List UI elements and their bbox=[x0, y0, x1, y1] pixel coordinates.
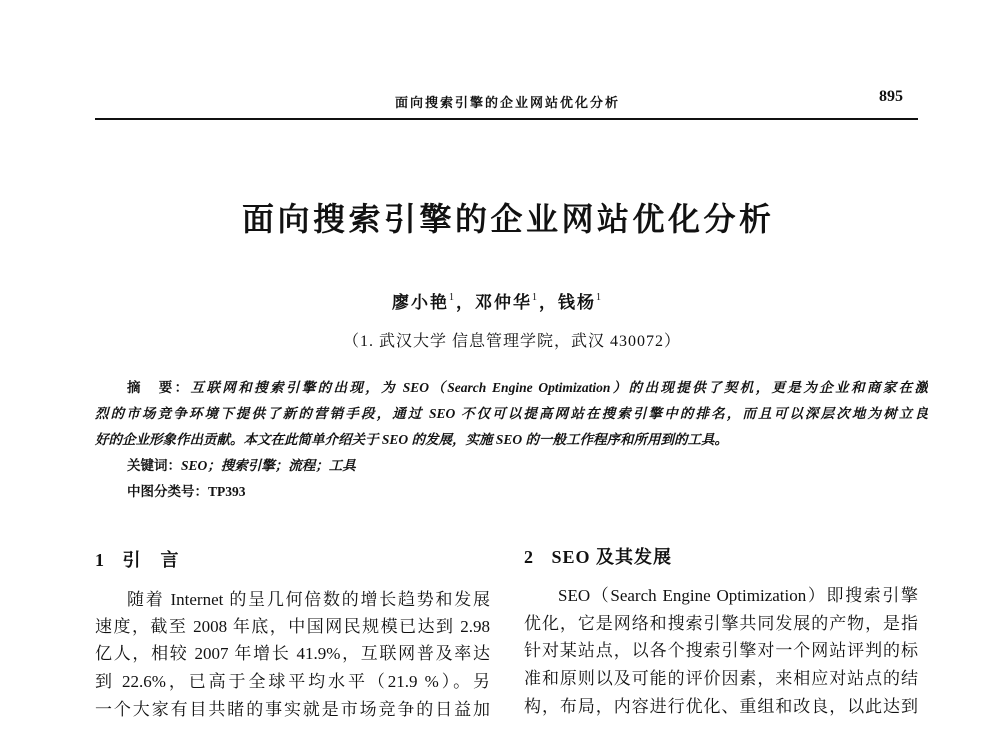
running-title: 面向搜索引擎的企业网站优化分析 bbox=[395, 95, 621, 110]
section-heading bbox=[524, 543, 672, 569]
page-number: 895 bbox=[879, 88, 903, 105]
body-line: 亿人，相较 2007 年增长 41.9%，互联网普及率达 bbox=[95, 644, 490, 663]
abstract-label: 摘 要： bbox=[127, 380, 191, 395]
body-line: SEO（Search Engine Optimization）即搜索引擎 bbox=[558, 586, 918, 605]
body-line: 速度，截至 2008 年底，中国网民规模已达到 2.98 bbox=[95, 617, 490, 636]
section-title: 引 言 bbox=[122, 550, 180, 570]
affiliation: （1. 武汉大学 信息管理学院，武汉 430072） bbox=[343, 333, 682, 350]
author-affiliation-mark: 1 bbox=[449, 292, 456, 303]
section-number: 1 bbox=[95, 550, 105, 570]
author-name: 廖小艳 bbox=[392, 293, 449, 312]
body-line: 优化，它是网络和搜索引擎共同发展的产物，是指 bbox=[524, 614, 918, 633]
body-line: 准和原则以及可能的评价因素，来相应对站点的结 bbox=[524, 669, 918, 688]
body-line: 随着 Internet 的呈几何倍数的增长趋势和发展 bbox=[127, 590, 490, 609]
section-heading bbox=[95, 546, 180, 572]
section-title: SEO 及其发展 bbox=[551, 547, 673, 567]
body-line: 到 22.6%，已高于全球平均水平（21.9 %）。另 bbox=[95, 672, 490, 691]
author-list bbox=[392, 288, 603, 313]
body-line: 针对某站点，以各个搜索引擎对一个网站评判的标 bbox=[524, 641, 918, 660]
author-name: 钱杨 bbox=[558, 293, 596, 312]
abstract-line bbox=[127, 379, 928, 399]
abstract-line: 烈的市场竞争环境下提供了新的营销手段，通过 SEO 不仅可以提高网站在搜索引擎中的排名，而且可以深层次地为树立良 bbox=[95, 406, 928, 421]
classification-label: 中图分类号： bbox=[127, 484, 208, 499]
author-affiliation-mark: 1 bbox=[532, 292, 539, 303]
keywords-label: 关键词： bbox=[127, 458, 181, 473]
keywords bbox=[127, 457, 356, 475]
abstract-line: 好的企业形象作出贡献。本文在此简单介绍关于 SEO 的发展，实施 SEO 的一般工作程序和所用到的工具。 bbox=[95, 432, 729, 447]
classification-code: TP393 bbox=[208, 484, 246, 499]
header-rule bbox=[95, 118, 918, 120]
author-separator: ， bbox=[539, 293, 558, 312]
abstract-text: 互联网和搜索引擎的出现，为 SEO（Search Engine Optimization）的出现提供了契机，更是为企业和商家在激 bbox=[190, 380, 928, 395]
keywords-text: SEO；搜索引擎；流程；工具 bbox=[181, 458, 356, 473]
body-line: 构，布局，内容进行优化、重组和改良，以此达到 bbox=[524, 697, 918, 716]
body-line: 一个大家有目共睹的事实就是市场竞争的日益加 bbox=[95, 700, 490, 719]
classification-number bbox=[127, 483, 246, 501]
author-separator: ， bbox=[456, 293, 475, 312]
paper-title: 面向搜索引擎的企业网站优化分析 bbox=[242, 200, 775, 238]
section-number: 2 bbox=[524, 547, 534, 567]
author-affiliation-mark: 1 bbox=[596, 292, 603, 303]
author-name: 邓仲华 bbox=[475, 293, 532, 312]
